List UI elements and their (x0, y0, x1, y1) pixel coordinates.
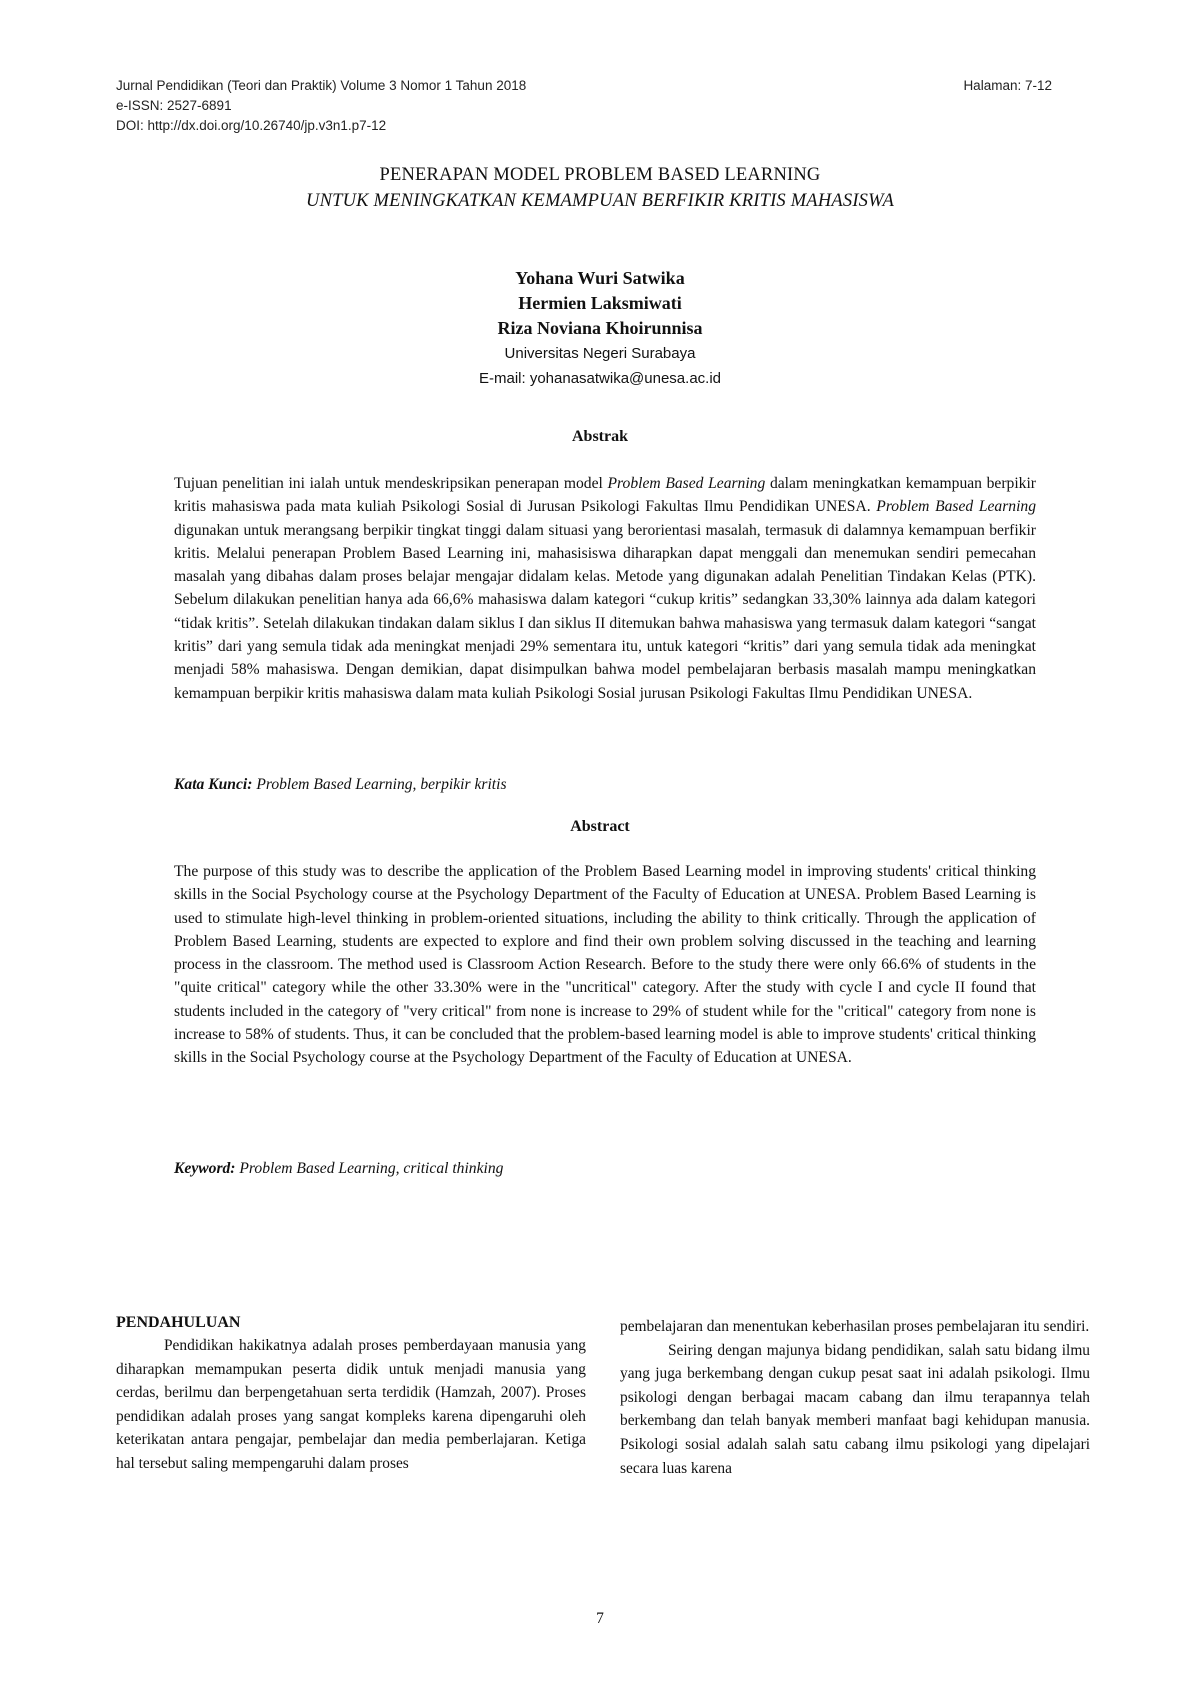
kata-kunci (174, 776, 507, 794)
kata-kunci-values: Problem Based Learning, berpikir kritis (252, 776, 507, 793)
body-column-right (620, 1315, 1090, 1480)
title-line-2: UNTUK MENINGKATKAN KEMAMPUAN BERFIKIR KRITIS MAHASISWA (306, 191, 894, 211)
abstrak-heading: Abstrak (571, 428, 628, 445)
abstrak-emphasis: Problem Based Learning (607, 475, 766, 492)
journal-name: Jurnal Pendidikan (Teori dan Praktik) Volume 3 Nomor 1 Tahun 2018 (116, 78, 527, 93)
body-column-left (116, 1312, 586, 1476)
section-heading: PENDAHULUAN (116, 1314, 241, 1331)
email[interactable]: E-mail: yohanasatwika@unesa.ac.id (478, 370, 721, 387)
abstrak-text (174, 472, 1036, 705)
issn: e-ISSN: 2527-6891 (116, 98, 232, 113)
affiliation: Universitas Negeri Surabaya (504, 345, 696, 362)
doi-link[interactable]: DOI: http://dx.doi.org/10.26740/jp.v3n1.p7-12 (116, 118, 387, 133)
abstract-text: The purpose of this study was to describe the application of the Problem Based Learning model in improving students' critical thinking skills in the Social Psychology course at the Psychology Department of the Faculty of Education at UNESA. Problem Based Learning is used to stimulate high-level thinking in problem-oriented situations, including the ability to think critically. Through the application of Problem Based Learning, students are expected to explore and find their own problem solving discussed in the teaching and learning process in the classroom. The method used is Classroom Action Research. Before to the study there were only 66.6% of students in the "quite critical" category while the other 33.30% were in the "uncritical" category. After the study with cycle I and cycle II found that students included in the category of "very critical" from none is increase to 29% of student while for the "critical" category from none is increase to 58% of students. Thus, it can be concluded that the problem-based learning model is able to improve students' critical thinking skills in the Social Psychology course at the Psychology Department of the Faculty of Education at UNESA. (174, 863, 1036, 1067)
abstrak-text-part: dalam meningkatkan kemampuan berpikir kritis mahasiswa pada mata kuliah Psikologi Sosial di Jurusan Psikologi Fakultas Ilmu Pendidikan UNESA. (174, 475, 1036, 516)
author-name: Hermien Laksmiwati (518, 293, 682, 313)
body-paragraph: Pendidikan hakikatnya adalah proses pemberdayaan manusia yang diharapkan memampukan peserta didik untuk menjadi manusia yang cerdas, berilmu dan berpengetahuan serta terdidik (Hamzah, 2007). Proses pendidikan adalah proses yang sangat kompleks karena dipengaruhi oleh keterikatan antara pengajar, pembelajar dan media pemberlajaran. Ketiga hal tersebut saling mempengaruhi dalam proses (116, 1337, 586, 1472)
paper-title (0, 162, 1200, 214)
abstrak-text-part: digunakan untuk merangsang berpikir tingkat tinggi dalam situasi yang berorientasi masalah, termasuk di dalamnya kemampuan berfikir kritis. Melalui penerapan Problem Based Learning ini, mahasisiswa diharapkan dapat menggali dan menemukan sendiri pemecahan masalah yang dibahas dalam proses belajar mengajar didalam kelas. Metode yang digunakan adalah Penelitian Tindakan Kelas (PTK). Sebelum dilakukan penelitian hanya ada 66,6% mahasiswa dalam kategori “cukup kritis” sedangkan 33,30% lainnya ada dalam kategori “tidak kritis”. Setelah dilakukan tindakan dalam siklus I dan siklus II ditemukan bahwa mahasiswa yang termasuk dalam kategori “sangat kritis” dari yang semula tidak ada meningkat menjadi 29% sementara itu, untuk kategori “kritis” dari yang semula tidak ada meningkat menjadi 58% mahasiswa. Dengan demikian, dapat disimpulkan bahwa model pembelajaran berbasis masalah mampu meningkatkan kemampuan berpikir kritis mahasiswa dalam mata kuliah Psikologi Sosial jurusan Psikologi Fakultas Ilmu Pendidikan UNESA. (174, 521, 1036, 702)
title-line-1: PENERAPAN MODEL PROBLEM BASED LEARNING (379, 165, 821, 185)
page-number: 7 (596, 1610, 604, 1627)
body-paragraph: Seiring dengan majunya bidang pendidikan, salah satu bidang ilmu yang juga berkembang dengan cukup pesat saat ini adalah psikologi. Ilmu psikologi dengan berbagai macam cabang dan ilmu terapannya telah berkembang dan telah banyak memberi manfaat bagi kehidupan manusia. Psikologi sosial adalah salah satu cabang ilmu psikologi yang dipelajari secara luas karena (620, 1341, 1090, 1477)
abstract-heading: Abstract (570, 818, 630, 835)
author-block (0, 266, 1200, 391)
abstrak-emphasis: Problem Based Learning (876, 498, 1036, 516)
keyword (174, 1160, 503, 1178)
keyword-values: Problem Based Learning, critical thinking (235, 1160, 504, 1177)
abstrak-text-part: Tujuan penelitian ini ialah untuk mendeskripsikan penerapan model (174, 475, 608, 492)
running-header (116, 76, 816, 136)
page-range: Halaman: 7-12 (963, 78, 1052, 93)
body-paragraph: pembelajaran dan menentukan keberhasilan proses pembelajaran itu sendiri. (620, 1318, 1090, 1335)
kata-kunci-label: Kata Kunci: (174, 776, 253, 793)
keyword-label: Keyword: (174, 1160, 236, 1177)
author-name: Yohana Wuri Satwika (515, 268, 685, 288)
author-name: Riza Noviana Khoirunnisa (497, 318, 703, 338)
